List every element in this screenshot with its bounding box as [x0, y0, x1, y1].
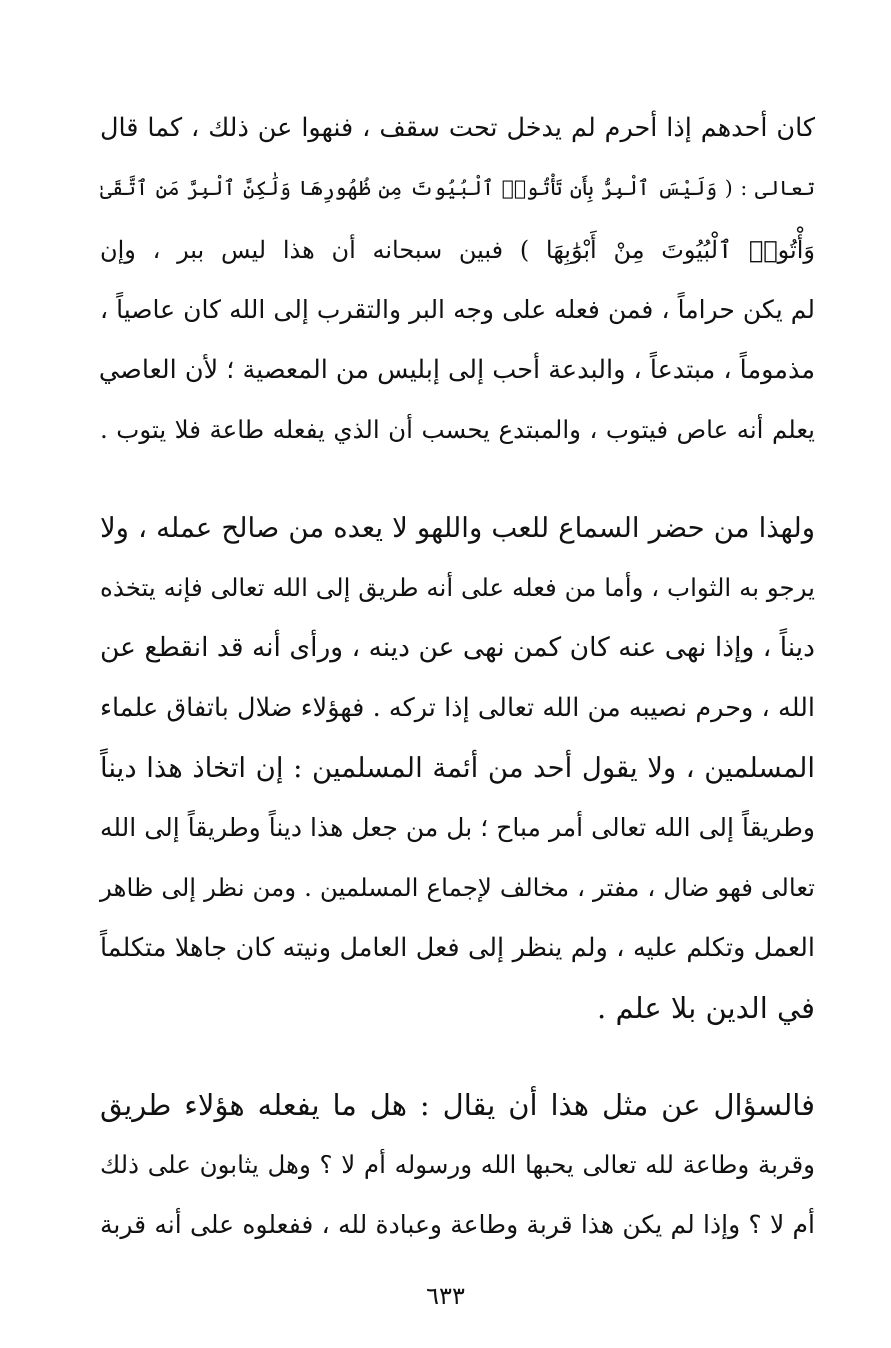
text-line: ولهذا من حضر السماع للعب واللهو لا يعده من صالح عمله ، ولا	[100, 512, 815, 544]
text-line: المسلمين ، ولا يقول أحد من أئمة المسلمين : إن اتخاذ هذا ديناً	[100, 752, 815, 784]
text-line: تعالى فهو ضال ، مفتر ، مخالف لإجماع المسلمين . ومن نظر إلى ظاهر	[100, 873, 815, 902]
text-line: الله ، وحرم نصيبه من الله تعالى إذا تركه . فهؤلاء ضلال باتفاق علماء	[100, 693, 815, 723]
text-line-verse: تعالى : ( وَلَيْسَ ٱلْبِرُّ بِأَن تَأْتُوا۟ ٱلْبُيُوتَ مِن ظُهُورِهَا وَلَٰكِنَّ ٱلْبِرَّ مَنِ ٱتَّقَىٰ	[100, 176, 815, 200]
text-line: في الدين بلا علم .	[597, 991, 815, 1025]
text-line: كان أحدهم إذا أحرم لم يدخل تحت سقف ، فنهوا عن ذلك ، كما قال	[100, 113, 815, 143]
text-line: فالسؤال عن مثل هذا أن يقال : هل ما يفعله هؤلاء طريق	[100, 1088, 815, 1122]
text-line: وطريقاً إلى الله تعالى أمر مباح ؛ بل من جعل هذا ديناً وطريقاً إلى الله	[100, 813, 815, 842]
text-line: يعلم أنه عاص فيتوب ، والمبتدع يحسب أن الذي يفعله طاعة فلا يتوب .	[100, 415, 815, 444]
text-line: لم يكن حراماً ، فمن فعله على وجه البر والتقرب إلى الله كان عاصياً ،	[100, 295, 815, 324]
text-line-verse: وَأْتُوا۟ ٱلْبُيُوتَ مِنْ أَبْوَٰبِهَا ) فبين سبحانه أن هذا ليس ببر ، وإن	[100, 236, 815, 264]
page-number: ٦٣٣	[426, 1282, 465, 1310]
text-line: يرجو به الثواب ، وأما من فعله على أنه طريق إلى الله تعالى فإنه يتخذه	[100, 573, 815, 602]
text-line: وقربة وطاعة لله تعالى يحبها الله ورسوله أم لا ؟ وهل يثابون على ذلك	[100, 1150, 815, 1179]
text-line: مذموماً ، مبتدعاً ، والبدعة أحب إلى إبليس من المعصية ؛ لأن العاصي	[98, 355, 815, 385]
text-line: ديناً ، وإذا نهى عنه كان كمن نهى عن دينه ، ورأى أنه قد انقطع عن	[100, 632, 815, 663]
text-line: العمل وتكلم عليه ، ولم ينظر إلى فعل العامل ونيته كان جاهلا متكلماً	[100, 933, 815, 963]
text-line: أم لا ؟ وإذا لم يكن هذا قربة وطاعة وعبادة لله ، ففعلوه على أنه قربة	[100, 1210, 815, 1239]
